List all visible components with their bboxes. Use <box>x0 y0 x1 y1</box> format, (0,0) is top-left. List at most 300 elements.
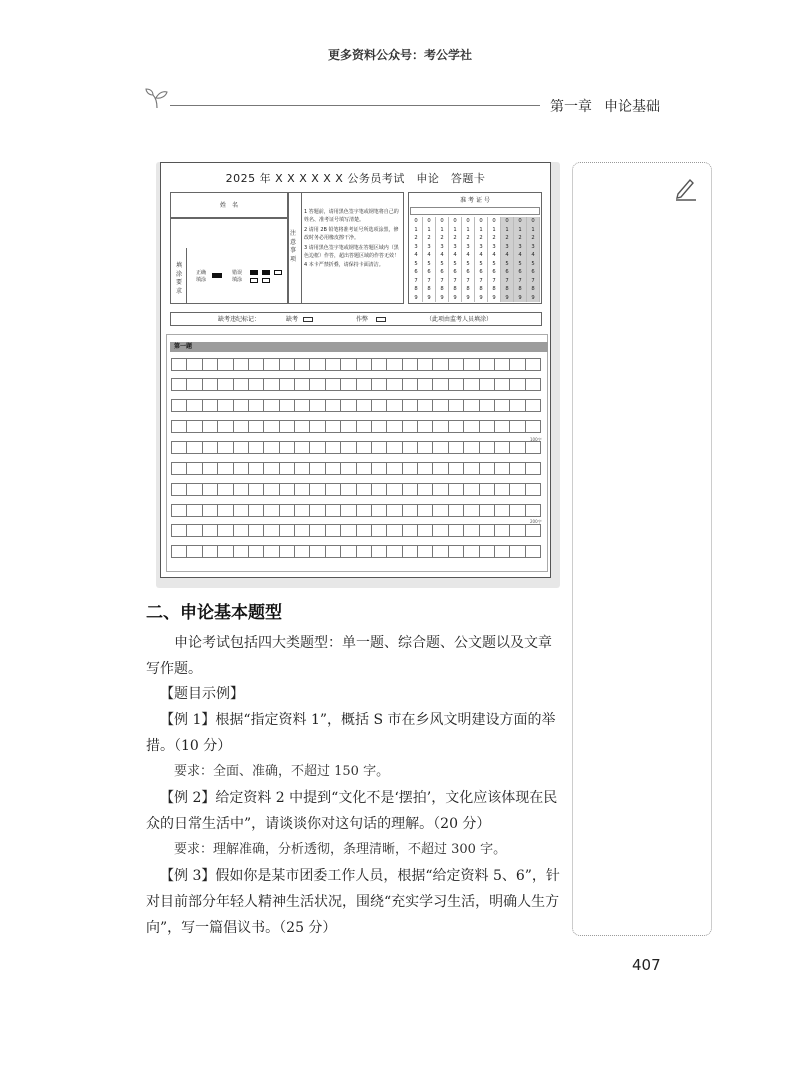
answer-cell[interactable] <box>525 504 541 517</box>
answer-cell[interactable] <box>233 483 249 496</box>
answer-cell[interactable] <box>402 545 418 558</box>
answer-cell[interactable] <box>386 545 402 558</box>
answer-cell[interactable] <box>294 358 310 371</box>
answer-cell[interactable] <box>371 462 387 475</box>
answer-cell[interactable] <box>248 462 264 475</box>
answer-cell[interactable] <box>171 524 187 537</box>
digit-bubble[interactable]: 5 <box>475 260 488 269</box>
digit-bubble[interactable]: 8 <box>423 285 436 294</box>
digit-bubble[interactable]: 6 <box>514 268 527 277</box>
answer-cell[interactable] <box>494 378 510 391</box>
answer-cell[interactable] <box>279 524 295 537</box>
answer-cell[interactable] <box>479 358 495 371</box>
answer-cell[interactable] <box>479 441 495 454</box>
answer-cell[interactable] <box>479 524 495 537</box>
answer-cell[interactable] <box>371 524 387 537</box>
answer-cell[interactable] <box>279 399 295 412</box>
digit-bubble[interactable]: 3 <box>488 243 501 252</box>
answer-cell[interactable] <box>263 378 279 391</box>
answer-cell[interactable] <box>386 378 402 391</box>
answer-cell[interactable] <box>294 504 310 517</box>
answer-cell[interactable] <box>356 545 372 558</box>
digit-bubble[interactable]: 9 <box>501 294 514 303</box>
answer-cell[interactable] <box>233 378 249 391</box>
answer-cell[interactable] <box>448 399 464 412</box>
answer-cell[interactable] <box>402 524 418 537</box>
answer-cell[interactable] <box>417 545 433 558</box>
answer-cell[interactable] <box>371 504 387 517</box>
answer-cell[interactable] <box>417 358 433 371</box>
answer-cell[interactable] <box>371 420 387 433</box>
digit-bubble[interactable]: 7 <box>436 277 449 286</box>
digit-bubble[interactable]: 8 <box>514 285 527 294</box>
answer-cell[interactable] <box>171 358 187 371</box>
answer-cell[interactable] <box>386 504 402 517</box>
digit-bubble[interactable]: 5 <box>423 260 436 269</box>
answer-cell[interactable] <box>371 358 387 371</box>
digit-bubble[interactable]: 9 <box>527 294 540 303</box>
digit-bubble[interactable]: 4 <box>410 251 423 260</box>
answer-cell[interactable] <box>340 399 356 412</box>
digit-bubble[interactable]: 6 <box>501 268 514 277</box>
answer-cell[interactable] <box>463 441 479 454</box>
answer-cell[interactable] <box>509 399 525 412</box>
answer-cell[interactable] <box>356 441 372 454</box>
answer-cell[interactable] <box>463 545 479 558</box>
digit-bubble[interactable]: 8 <box>436 285 449 294</box>
digit-bubble[interactable]: 9 <box>410 294 423 303</box>
answer-cell[interactable] <box>263 441 279 454</box>
answer-cell[interactable] <box>294 420 310 433</box>
answer-cell[interactable] <box>233 545 249 558</box>
answer-cell[interactable] <box>463 378 479 391</box>
answer-cell[interactable] <box>525 420 541 433</box>
answer-cell[interactable] <box>448 378 464 391</box>
answer-cell[interactable] <box>233 399 249 412</box>
digit-bubble[interactable]: 1 <box>436 226 449 235</box>
digit-bubble[interactable]: 5 <box>462 260 475 269</box>
answer-cell[interactable] <box>202 504 218 517</box>
answer-cell[interactable] <box>248 524 264 537</box>
answer-cell[interactable] <box>509 483 525 496</box>
digit-bubble[interactable]: 6 <box>449 268 462 277</box>
answer-cell[interactable] <box>402 378 418 391</box>
answer-cell[interactable] <box>171 399 187 412</box>
digit-bubble[interactable]: 0 <box>449 217 462 226</box>
digit-bubble[interactable]: 2 <box>527 234 540 243</box>
answer-cell[interactable] <box>325 399 341 412</box>
answer-cell[interactable] <box>294 399 310 412</box>
answer-cell[interactable] <box>509 524 525 537</box>
digit-bubble[interactable]: 2 <box>436 234 449 243</box>
answer-cell[interactable] <box>356 504 372 517</box>
answer-cell[interactable] <box>279 378 295 391</box>
answer-cell[interactable] <box>402 420 418 433</box>
digit-bubble[interactable]: 7 <box>410 277 423 286</box>
answer-cell[interactable] <box>325 378 341 391</box>
answer-cell[interactable] <box>448 483 464 496</box>
digit-bubble[interactable]: 0 <box>488 217 501 226</box>
digit-bubble[interactable]: 4 <box>527 251 540 260</box>
digit-bubble[interactable]: 1 <box>488 226 501 235</box>
answer-cell[interactable] <box>294 545 310 558</box>
digit-bubble[interactable]: 1 <box>527 226 540 235</box>
answer-cell[interactable] <box>279 545 295 558</box>
answer-cell[interactable] <box>217 545 233 558</box>
digit-bubble[interactable]: 3 <box>423 243 436 252</box>
answer-cell[interactable] <box>494 545 510 558</box>
answer-cell[interactable] <box>248 441 264 454</box>
answer-cell[interactable] <box>325 504 341 517</box>
answer-cell[interactable] <box>202 378 218 391</box>
answer-cell[interactable] <box>309 524 325 537</box>
answer-cell[interactable] <box>309 462 325 475</box>
digit-bubble[interactable]: 5 <box>449 260 462 269</box>
answer-cell[interactable] <box>202 545 218 558</box>
answer-cell[interactable] <box>309 545 325 558</box>
answer-cell[interactable] <box>417 378 433 391</box>
answer-cell[interactable] <box>279 462 295 475</box>
digit-bubble[interactable]: 0 <box>462 217 475 226</box>
answer-cell[interactable] <box>448 545 464 558</box>
digit-bubble[interactable]: 4 <box>449 251 462 260</box>
answer-cell[interactable] <box>279 483 295 496</box>
answer-cell[interactable] <box>248 420 264 433</box>
digit-bubble[interactable]: 2 <box>475 234 488 243</box>
answer-cell[interactable] <box>309 399 325 412</box>
answer-cell[interactable] <box>509 462 525 475</box>
answer-cell[interactable] <box>263 545 279 558</box>
digit-bubble[interactable]: 5 <box>488 260 501 269</box>
answer-cell[interactable] <box>186 545 202 558</box>
answer-cell[interactable] <box>248 545 264 558</box>
answer-cell[interactable] <box>186 420 202 433</box>
answer-cell[interactable] <box>432 358 448 371</box>
answer-cell[interactable] <box>217 483 233 496</box>
digit-bubble[interactable]: 3 <box>462 243 475 252</box>
answer-cell[interactable] <box>233 420 249 433</box>
answer-cell[interactable] <box>448 504 464 517</box>
answer-cell[interactable] <box>432 504 448 517</box>
digit-bubble[interactable]: 8 <box>488 285 501 294</box>
answer-cell[interactable] <box>217 399 233 412</box>
answer-cell[interactable] <box>417 441 433 454</box>
digit-bubble[interactable]: 1 <box>462 226 475 235</box>
digit-bubble[interactable]: 3 <box>475 243 488 252</box>
answer-cell[interactable] <box>279 441 295 454</box>
digit-bubble[interactable]: 2 <box>410 234 423 243</box>
digit-bubble[interactable]: 9 <box>488 294 501 303</box>
answer-cell[interactable] <box>463 524 479 537</box>
answer-cell[interactable] <box>217 420 233 433</box>
answer-cell[interactable] <box>279 504 295 517</box>
answer-cell[interactable] <box>386 462 402 475</box>
answer-cell[interactable] <box>233 524 249 537</box>
digit-bubble[interactable]: 7 <box>423 277 436 286</box>
answer-cell[interactable] <box>386 441 402 454</box>
answer-cell[interactable] <box>217 358 233 371</box>
digit-bubble[interactable]: 6 <box>527 268 540 277</box>
answer-cell[interactable] <box>340 462 356 475</box>
answer-cell[interactable] <box>325 483 341 496</box>
answer-cell[interactable] <box>202 420 218 433</box>
answer-cell[interactable] <box>356 358 372 371</box>
digit-bubble[interactable]: 2 <box>462 234 475 243</box>
answer-cell[interactable] <box>340 483 356 496</box>
digit-bubble[interactable]: 1 <box>475 226 488 235</box>
answer-cell[interactable] <box>509 545 525 558</box>
answer-cell[interactable] <box>263 462 279 475</box>
answer-cell[interactable] <box>340 524 356 537</box>
answer-cell[interactable] <box>386 483 402 496</box>
answer-cell[interactable] <box>402 399 418 412</box>
answer-cell[interactable] <box>463 504 479 517</box>
answer-cell[interactable] <box>171 504 187 517</box>
answer-cell[interactable] <box>340 378 356 391</box>
digit-bubble[interactable]: 6 <box>475 268 488 277</box>
digit-bubble[interactable]: 2 <box>514 234 527 243</box>
digit-bubble[interactable]: 3 <box>514 243 527 252</box>
answer-cell[interactable] <box>494 524 510 537</box>
digit-bubble[interactable]: 8 <box>501 285 514 294</box>
answer-cell[interactable] <box>340 420 356 433</box>
answer-cell[interactable] <box>448 462 464 475</box>
digit-bubble[interactable]: 4 <box>488 251 501 260</box>
digit-bubble[interactable]: 6 <box>423 268 436 277</box>
digit-bubble[interactable]: 9 <box>436 294 449 303</box>
digit-bubble[interactable]: 8 <box>475 285 488 294</box>
answer-cell[interactable] <box>248 504 264 517</box>
digit-bubble[interactable]: 7 <box>501 277 514 286</box>
digit-bubble[interactable]: 5 <box>436 260 449 269</box>
digit-bubble[interactable]: 7 <box>514 277 527 286</box>
answer-cell[interactable] <box>479 545 495 558</box>
cheat-checkbox[interactable] <box>376 317 386 322</box>
answer-cell[interactable] <box>294 441 310 454</box>
digit-bubble[interactable]: 8 <box>462 285 475 294</box>
answer-cell[interactable] <box>525 483 541 496</box>
answer-cell[interactable] <box>202 441 218 454</box>
digit-bubble[interactable]: 5 <box>501 260 514 269</box>
digit-bubble[interactable]: 0 <box>475 217 488 226</box>
answer-cell[interactable] <box>325 524 341 537</box>
answer-cell[interactable] <box>340 545 356 558</box>
answer-cell[interactable] <box>217 462 233 475</box>
digit-bubble[interactable]: 9 <box>423 294 436 303</box>
digit-bubble[interactable]: 1 <box>514 226 527 235</box>
answer-cell[interactable] <box>309 441 325 454</box>
answer-cell[interactable] <box>186 441 202 454</box>
answer-cell[interactable] <box>263 420 279 433</box>
digit-bubble[interactable]: 3 <box>410 243 423 252</box>
answer-cell[interactable] <box>356 524 372 537</box>
answer-cell[interactable] <box>186 378 202 391</box>
answer-cell[interactable] <box>525 462 541 475</box>
answer-cell[interactable] <box>186 504 202 517</box>
answer-cell[interactable] <box>263 504 279 517</box>
answer-cell[interactable] <box>263 399 279 412</box>
digit-bubble[interactable]: 1 <box>423 226 436 235</box>
digit-bubble[interactable]: 3 <box>527 243 540 252</box>
answer-cell[interactable] <box>432 441 448 454</box>
answer-cell[interactable] <box>402 358 418 371</box>
answer-cell[interactable] <box>248 483 264 496</box>
answer-cell[interactable] <box>509 358 525 371</box>
answer-cell[interactable] <box>525 399 541 412</box>
digit-bubble[interactable]: 9 <box>514 294 527 303</box>
answer-cell[interactable] <box>509 441 525 454</box>
answer-cell[interactable] <box>309 504 325 517</box>
answer-cell[interactable] <box>371 378 387 391</box>
answer-cell[interactable] <box>494 483 510 496</box>
digit-bubble[interactable]: 2 <box>449 234 462 243</box>
answer-cell[interactable] <box>402 441 418 454</box>
digit-bubble[interactable]: 2 <box>423 234 436 243</box>
answer-cell[interactable] <box>479 420 495 433</box>
answer-cell[interactable] <box>233 358 249 371</box>
digit-bubble[interactable]: 2 <box>501 234 514 243</box>
answer-cell[interactable] <box>248 399 264 412</box>
digit-bubble[interactable]: 1 <box>449 226 462 235</box>
digit-bubble[interactable]: 8 <box>410 285 423 294</box>
answer-cell[interactable] <box>432 420 448 433</box>
answer-cell[interactable] <box>340 441 356 454</box>
answer-cell[interactable] <box>386 358 402 371</box>
answer-cell[interactable] <box>494 441 510 454</box>
digit-bubble[interactable]: 6 <box>488 268 501 277</box>
answer-cell[interactable] <box>463 483 479 496</box>
digit-bubble[interactable]: 0 <box>527 217 540 226</box>
answer-cell[interactable] <box>386 420 402 433</box>
answer-cell[interactable] <box>309 358 325 371</box>
digit-bubble[interactable]: 7 <box>488 277 501 286</box>
answer-cell[interactable] <box>171 462 187 475</box>
digit-bubble[interactable]: 7 <box>449 277 462 286</box>
answer-cell[interactable] <box>479 378 495 391</box>
answer-cell[interactable] <box>248 358 264 371</box>
answer-cell[interactable] <box>509 378 525 391</box>
answer-cell[interactable] <box>448 420 464 433</box>
answer-cell[interactable] <box>202 483 218 496</box>
answer-cell[interactable] <box>356 378 372 391</box>
digit-bubble[interactable]: 5 <box>527 260 540 269</box>
answer-cell[interactable] <box>202 524 218 537</box>
digit-bubble[interactable]: 2 <box>488 234 501 243</box>
answer-cell[interactable] <box>171 378 187 391</box>
digit-bubble[interactable]: 9 <box>449 294 462 303</box>
digit-bubble[interactable]: 7 <box>462 277 475 286</box>
digit-bubble[interactable]: 5 <box>514 260 527 269</box>
digit-bubble[interactable]: 8 <box>449 285 462 294</box>
answer-cell[interactable] <box>417 504 433 517</box>
answer-cell[interactable] <box>217 441 233 454</box>
answer-cell[interactable] <box>509 420 525 433</box>
answer-cell[interactable] <box>233 441 249 454</box>
answer-cell[interactable] <box>371 441 387 454</box>
answer-cell[interactable] <box>233 504 249 517</box>
answer-cell[interactable] <box>309 378 325 391</box>
absent-checkbox[interactable] <box>303 317 313 322</box>
digit-bubble[interactable]: 1 <box>410 226 423 235</box>
answer-cell[interactable] <box>171 441 187 454</box>
answer-cell[interactable] <box>494 420 510 433</box>
answer-cell[interactable] <box>417 462 433 475</box>
answer-cell[interactable] <box>432 399 448 412</box>
answer-cell[interactable] <box>233 462 249 475</box>
answer-cell[interactable] <box>525 545 541 558</box>
answer-cell[interactable] <box>386 399 402 412</box>
answer-cell[interactable] <box>402 504 418 517</box>
answer-cell[interactable] <box>325 462 341 475</box>
answer-cell[interactable] <box>248 378 264 391</box>
answer-cell[interactable] <box>448 358 464 371</box>
answer-cell[interactable] <box>432 545 448 558</box>
answer-cell[interactable] <box>171 483 187 496</box>
answer-cell[interactable] <box>356 399 372 412</box>
answer-cell[interactable] <box>309 483 325 496</box>
answer-cell[interactable] <box>325 441 341 454</box>
answer-cell[interactable] <box>371 545 387 558</box>
answer-cell[interactable] <box>432 483 448 496</box>
answer-cell[interactable] <box>325 358 341 371</box>
answer-cell[interactable] <box>202 462 218 475</box>
digit-bubble[interactable]: 7 <box>475 277 488 286</box>
answer-cell[interactable] <box>463 420 479 433</box>
digit-bubble[interactable]: 0 <box>410 217 423 226</box>
answer-cell[interactable] <box>494 504 510 517</box>
answer-cell[interactable] <box>432 524 448 537</box>
answer-cell[interactable] <box>371 483 387 496</box>
digit-bubble[interactable]: 3 <box>501 243 514 252</box>
answer-cell[interactable] <box>479 462 495 475</box>
answer-cell[interactable] <box>432 378 448 391</box>
answer-cell[interactable] <box>325 420 341 433</box>
answer-cell[interactable] <box>356 462 372 475</box>
answer-cell[interactable] <box>217 524 233 537</box>
answer-cell[interactable] <box>217 504 233 517</box>
answer-cell[interactable] <box>356 483 372 496</box>
answer-cell[interactable] <box>186 483 202 496</box>
digit-bubble[interactable]: 0 <box>514 217 527 226</box>
digit-bubble[interactable]: 6 <box>436 268 449 277</box>
answer-cell[interactable] <box>325 545 341 558</box>
answer-cell[interactable] <box>202 399 218 412</box>
answer-cell[interactable] <box>186 524 202 537</box>
answer-cell[interactable] <box>186 358 202 371</box>
answer-cell[interactable] <box>417 420 433 433</box>
answer-cell[interactable] <box>479 483 495 496</box>
answer-cell[interactable] <box>494 399 510 412</box>
answer-cell[interactable] <box>479 504 495 517</box>
digit-bubble[interactable]: 7 <box>527 277 540 286</box>
answer-cell[interactable] <box>463 462 479 475</box>
answer-cell[interactable] <box>525 358 541 371</box>
digit-bubble[interactable]: 6 <box>410 268 423 277</box>
digit-bubble[interactable]: 3 <box>449 243 462 252</box>
digit-bubble[interactable]: 5 <box>410 260 423 269</box>
answer-cell[interactable] <box>202 358 218 371</box>
digit-bubble[interactable]: 4 <box>462 251 475 260</box>
answer-cell[interactable] <box>463 399 479 412</box>
answer-cell[interactable] <box>309 420 325 433</box>
answer-cell[interactable] <box>432 462 448 475</box>
answer-cell[interactable] <box>186 462 202 475</box>
digit-bubble[interactable]: 4 <box>423 251 436 260</box>
digit-bubble[interactable]: 1 <box>501 226 514 235</box>
answer-cell[interactable] <box>386 524 402 537</box>
digit-bubble[interactable]: 9 <box>462 294 475 303</box>
answer-cell[interactable] <box>171 420 187 433</box>
